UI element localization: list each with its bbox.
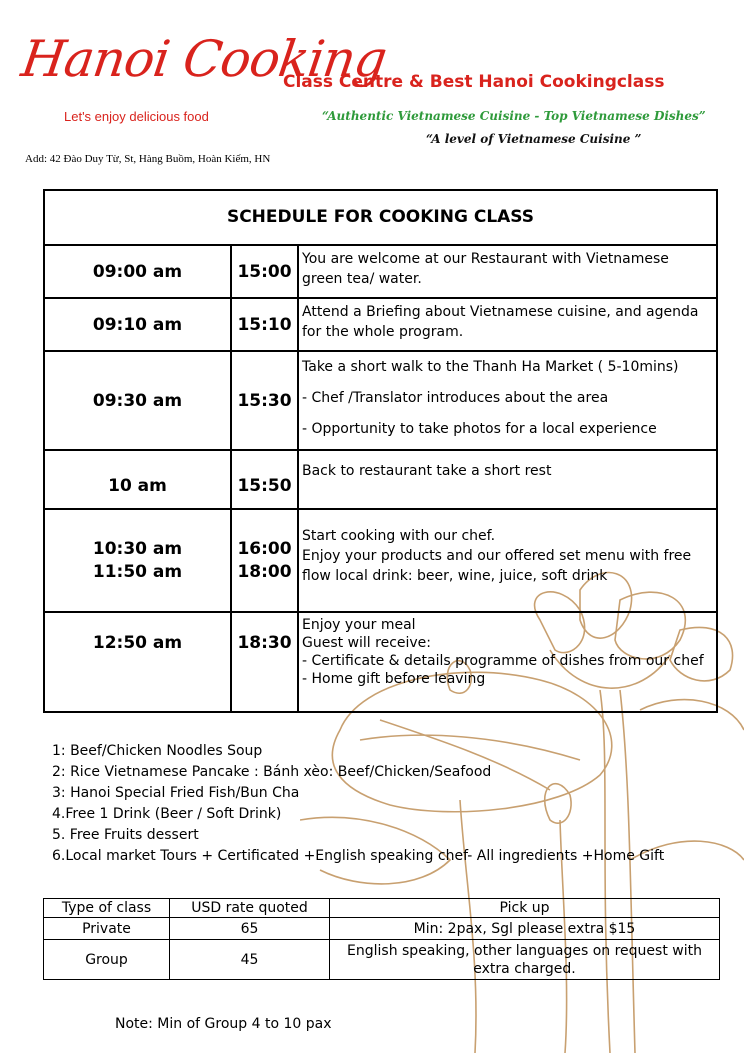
menu-item: 4.Free 1 Drink (Beer / Soft Drink) xyxy=(52,806,282,822)
class-rate: 65 xyxy=(170,918,330,940)
afternoon-time: 16:00 xyxy=(237,538,292,559)
activity-line: Guest will receive: xyxy=(302,635,432,651)
schedule-row xyxy=(45,510,716,613)
group-note: Note: Min of Group 4 to 10 pax xyxy=(115,1016,332,1032)
menu-item: 6.Local market Tours + Certificated +English speaking chef- All ingredients +Home Gift xyxy=(52,848,665,864)
afternoon-time: 15:00 xyxy=(237,261,292,282)
brand-title: Class Centre & Best Hanoi Cookingclass xyxy=(283,72,665,92)
header-rate: USD rate quoted xyxy=(170,899,330,918)
schedule-row xyxy=(45,451,716,510)
schedule-table xyxy=(43,189,718,713)
class-note: English speaking, other languages on request with extra charged. xyxy=(330,940,720,980)
class-type: Private xyxy=(44,918,170,940)
pricing-row xyxy=(44,918,720,940)
activity-line: - Chef /Translator introduces about the area xyxy=(302,390,609,406)
activity-line: - Certificate & details programme of dishes from our chef xyxy=(302,653,704,669)
class-note: Min: 2pax, Sgl please extra $15 xyxy=(330,918,720,940)
slogan-secondary: “A level of Vietnamese Cuisine ” xyxy=(426,132,642,146)
schedule-row xyxy=(45,299,716,352)
menu-item: 5. Free Fruits dessert xyxy=(52,827,199,843)
pricing-row xyxy=(44,940,720,980)
menu-item: 3: Hanoi Special Fried Fish/Bun Cha xyxy=(52,785,300,801)
activity-line: Enjoy your meal xyxy=(302,617,416,633)
slogan-primary: “Authentic Vietnamese Cuisine - Top Vietnamese Dishes” xyxy=(322,109,706,123)
afternoon-time: 15:10 xyxy=(237,314,292,335)
header-pickup: Pick up xyxy=(330,899,720,918)
afternoon-time: 15:30 xyxy=(237,390,292,411)
address: Add: 42 Đào Duy Từ, St, Hàng Buồm, Hoàn Kiếm, HN xyxy=(25,153,271,165)
menu-item: 1: Beef/Chicken Noodles Soup xyxy=(52,743,263,759)
activity-line: - Home gift before leaving xyxy=(302,671,486,687)
morning-time: 09:00 am xyxy=(92,261,183,282)
schedule-row xyxy=(45,613,716,711)
brand-logo: Hanoi Cooking xyxy=(17,30,390,88)
activity-line: Enjoy your products and our offered set menu with free flow local drink: beer, wine, juice, soft drink xyxy=(302,548,692,584)
activity-line: Take a short walk to the Thanh Ha Market ( 5-10mins) xyxy=(302,359,679,375)
activity-line: You are welcome at our Restaurant with Vietnamese green tea/ water. xyxy=(302,251,669,287)
pricing-header-row xyxy=(44,899,720,918)
activity-line: Start cooking with our chef. xyxy=(302,528,496,544)
menu-list xyxy=(52,741,664,867)
morning-time: 10:30 am xyxy=(92,538,183,559)
schedule-row xyxy=(45,352,716,451)
pricing-table xyxy=(43,898,720,980)
schedule-row xyxy=(45,246,716,299)
afternoon-time: 18:30 xyxy=(237,633,292,653)
brand-tagline: Let's enjoy delicious food xyxy=(64,109,209,124)
morning-time: 10 am xyxy=(108,476,167,496)
afternoon-time: 15:50 xyxy=(237,476,292,496)
afternoon-time: 18:00 xyxy=(237,561,292,582)
morning-time: 12:50 am xyxy=(92,633,183,653)
activity-line: - Opportunity to take photos for a local experience xyxy=(302,421,657,437)
morning-time: 09:30 am xyxy=(92,390,183,411)
morning-time: 11:50 am xyxy=(92,561,183,582)
header-type: Type of class xyxy=(44,899,170,918)
activity-line: Attend a Briefing about Vietnamese cuisine, and agenda for the whole program. xyxy=(302,304,699,340)
class-type: Group xyxy=(44,940,170,980)
morning-time: 09:10 am xyxy=(92,314,183,335)
menu-item: 2: Rice Vietnamese Pancake : Bánh xèo: Beef/Chicken/Seafood xyxy=(52,764,492,780)
class-rate: 45 xyxy=(170,940,330,980)
activity-line: Back to restaurant take a short rest xyxy=(302,463,552,479)
schedule-title: SCHEDULE FOR COOKING CLASS xyxy=(45,191,716,246)
